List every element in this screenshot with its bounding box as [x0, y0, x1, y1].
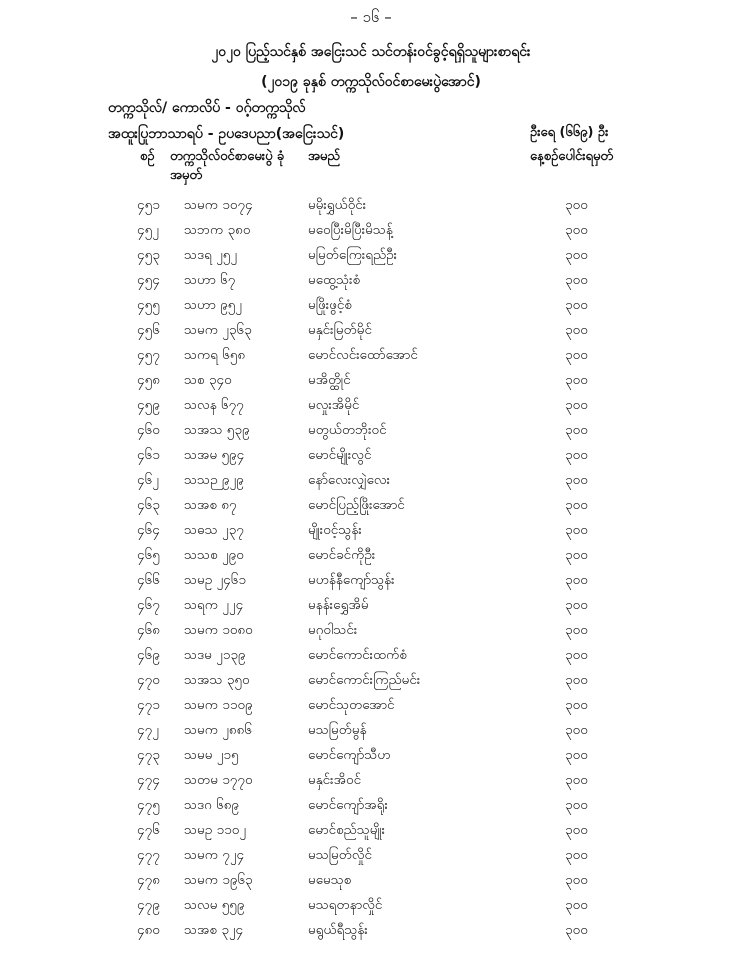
- row-number: ၄၆၉: [137, 647, 160, 663]
- row-number: ၄၅၈: [137, 372, 160, 388]
- table-row: [0, 696, 742, 721]
- table-row: [0, 671, 742, 696]
- table-row: [0, 496, 742, 521]
- table-row: [0, 521, 742, 546]
- student-name: မောင်မျိုးလွင်: [308, 447, 372, 463]
- amount-value: ၃၀၀: [565, 522, 588, 538]
- exam-code: သရက ၂၂၄: [184, 597, 244, 613]
- row-number: ၄၅၃: [137, 247, 160, 263]
- table-row: [0, 871, 742, 896]
- exam-code: သမက ၁၉၆၃: [184, 872, 253, 888]
- exam-code: သကရ ၆၅၈: [184, 347, 246, 363]
- table-row: [0, 371, 742, 396]
- row-number: ၄၆၂: [137, 472, 159, 488]
- exam-code: သဟာ ၆၇: [184, 272, 236, 288]
- amount-value: ၃၀၀: [565, 597, 588, 613]
- exam-code: သမဥ ၁၁၀၂: [184, 822, 246, 838]
- table-row: [0, 321, 742, 346]
- exam-code: သမက ၁၁၀၉: [184, 697, 253, 713]
- amount-value: ၃၀၀: [565, 872, 588, 888]
- column-header-amount: နေ့စဉ်ပေါင်းရမှတ်: [530, 149, 614, 164]
- amount-value: ၃၀၀: [565, 472, 588, 488]
- amount-value: ၃၀၀: [565, 697, 588, 713]
- table-row: [0, 346, 742, 371]
- table-row: [0, 546, 742, 571]
- table-row: [0, 246, 742, 271]
- amount-value: ၃၀၀: [565, 797, 588, 813]
- amount-value: ၃၀၀: [565, 197, 588, 213]
- amount-value: ၃၀၀: [565, 622, 588, 638]
- row-number: ၄၇၈: [137, 872, 160, 888]
- exam-code: သစ ၃၄၀: [184, 372, 232, 388]
- exam-code: သမက ၁၀၇၄: [184, 197, 253, 213]
- table-row: [0, 571, 742, 596]
- student-name: မလှုးအိမိုင်: [308, 397, 360, 413]
- exam-code: သမဥ ၂၄၆၁: [184, 572, 246, 588]
- student-name: မောင်စည်သူမျိုး: [308, 822, 385, 838]
- student-name: မရွယ်ရီသွန်း: [308, 922, 368, 938]
- student-name: မနှင်းအိဝင်: [308, 772, 362, 788]
- table-row: [0, 446, 742, 471]
- amount-value: ၃၀၀: [565, 322, 588, 338]
- row-number: ၄၇၂: [137, 722, 159, 738]
- exam-code: သသစ ၂၉၀: [184, 547, 244, 563]
- exam-code: သမမ ၂၁၅: [184, 747, 239, 763]
- table-row: [0, 196, 742, 221]
- table-row: [0, 746, 742, 771]
- table-row: [0, 621, 742, 646]
- amount-value: ၃၀၀: [565, 722, 588, 738]
- page-number: – ၁၆ –: [350, 8, 392, 26]
- exam-code: သမက ၁၀၈၀: [184, 622, 253, 638]
- exam-code: သမက ၂၃၆၃: [184, 322, 252, 338]
- table-row: [0, 921, 742, 946]
- table-row: [0, 596, 742, 621]
- exam-code: သအသ ၅၃၉: [184, 422, 250, 438]
- exam-code: သဟာ ၉၅၂: [184, 297, 242, 313]
- exam-code: သတမ ၁၇၇၀: [184, 772, 253, 788]
- amount-value: ၃၀၀: [565, 297, 588, 313]
- exam-code: သသဉ ၉၂၉: [184, 472, 244, 488]
- row-number: ၄၇၅: [137, 797, 160, 813]
- row-number: ၄၆၇: [137, 597, 160, 613]
- amount-value: ၃၀၀: [565, 422, 588, 438]
- amount-value: ၃၀၀: [565, 447, 588, 463]
- row-number: ၄၆၃: [137, 497, 160, 513]
- amount-header: ဦးရေ (၆၆၉) ဦး: [530, 125, 609, 140]
- amount-value: ၃၀၀: [565, 247, 588, 263]
- row-number: ၄၆၆: [137, 572, 160, 588]
- amount-value: ၃၀၀: [565, 847, 588, 863]
- row-number: ၄၆၄: [137, 522, 160, 538]
- amount-value: ၃၀၀: [565, 922, 588, 938]
- row-number: ၄၆၅: [137, 547, 160, 563]
- student-name: မောင်ကျော်သီဟ: [308, 747, 391, 763]
- student-name: မမိုးရွှယ်ဝိုင်း: [308, 197, 367, 213]
- amount-value: ၃၀၀: [565, 672, 588, 688]
- row-number: ၄၇၄: [137, 772, 160, 788]
- student-name: မမြတ်ကြေးရည်ဦး: [308, 247, 398, 263]
- amount-value: ၃၀၀: [565, 347, 588, 363]
- student-name: မောင်ကျော်အရိုး: [308, 797, 388, 813]
- university-line: တက္ကသိုလ်/ ကောလိပ် - ဝဂ့်တက္ကသိုလ်: [108, 100, 306, 116]
- row-number: ၄၇၆: [137, 822, 160, 838]
- student-name: မနန်းရွှေအိမ်: [308, 597, 369, 613]
- document-title: ၂၀၂၀ ပြည့်သင်နှစ် အငြေးသင် သင်တန်းဝင်ခွင့်ရရှိသူများစာရင်း: [211, 44, 531, 60]
- student-name: မဟန်နီကျော်သွန်း: [308, 572, 395, 588]
- amount-value: ၃၀၀: [565, 822, 588, 838]
- student-name: မထွေ့သုံးစံ: [308, 272, 361, 288]
- table-row: [0, 721, 742, 746]
- amount-value: ၃၀၀: [565, 372, 588, 388]
- student-name: မျိုးဝင့်သွန်း: [308, 522, 362, 538]
- exam-code: သအသ ၃၅၀: [184, 672, 250, 688]
- table-row: [0, 771, 742, 796]
- table-row: [0, 821, 742, 846]
- amount-value: ၃၀၀: [565, 272, 588, 288]
- student-name: နော်လေးလျှဲလေး: [308, 472, 391, 488]
- student-name: မဂုဝါသင်း: [308, 622, 358, 638]
- table-row: [0, 846, 742, 871]
- table-row: [0, 471, 742, 496]
- column-header-no: စဉ်: [140, 149, 155, 164]
- table-row: [0, 421, 742, 446]
- amount-value: ၃၀၀: [565, 397, 588, 413]
- row-number: ၄၇၉: [137, 897, 160, 913]
- row-number: ၄၅၄: [137, 272, 160, 288]
- row-number: ၄၆၁: [137, 447, 160, 463]
- amount-value: ၃၀၀: [565, 747, 588, 763]
- exam-code: သအစ ၈၇: [184, 497, 237, 513]
- exam-code: သမက ၂၈၈၆: [184, 722, 252, 738]
- exam-code: သအမ ၅၉၄: [184, 447, 245, 463]
- amount-value: ၃၀၀: [565, 497, 588, 513]
- row-number: ၄၆၀: [137, 422, 160, 438]
- table-row: [0, 646, 742, 671]
- row-number: ၄၇၀: [137, 672, 160, 688]
- table-row: [0, 796, 742, 821]
- row-number: ၄၅၉: [137, 397, 160, 413]
- exam-code: သဓသ ၂၃၇: [184, 522, 244, 538]
- table-row: [0, 396, 742, 421]
- student-name: မတွယ်တဘိုးဝင်: [308, 422, 387, 438]
- student-list: [0, 196, 742, 946]
- row-number: ၄၈၀: [137, 922, 160, 938]
- row-number: ၄၅၇: [137, 347, 160, 363]
- row-number: ၄၅၅: [137, 297, 160, 313]
- row-number: ၄၆၈: [137, 622, 160, 638]
- row-number: ၄၅၁: [137, 197, 160, 213]
- row-number: ၄၇၁: [137, 697, 160, 713]
- student-name: မောင်ပြည့်ဖြိုးအောင်: [308, 497, 405, 513]
- table-row: [0, 271, 742, 296]
- table-row: [0, 221, 742, 246]
- student-name: မောင်ခင်ကိုဦး: [308, 547, 376, 563]
- student-name: မောင်သုတအောင်: [308, 697, 395, 713]
- column-header-exam-code: တက္ကသိုလ်ဝင်စာမေးပွဲ ခုံအမှတ်: [170, 149, 285, 183]
- amount-value: ၃၀၀: [565, 897, 588, 913]
- student-name: မောင်ကောင်းကြည်မင်း: [308, 672, 421, 688]
- exam-code: သအစ ၃၂၄: [184, 922, 244, 938]
- exam-code: သမက ၇၂၄: [184, 847, 245, 863]
- column-header-name: အမည်: [308, 149, 340, 164]
- row-number: ၄၇၇: [137, 847, 160, 863]
- exam-code: သဒဂ ၆၈၉: [184, 797, 239, 813]
- amount-value: ၃၀၀: [565, 222, 588, 238]
- exam-code: သလမ ၅၅၉: [184, 897, 245, 913]
- student-name: မသရတနာလှိုင်: [308, 897, 383, 913]
- major-line: အထူးပြုဘာသာရပ် - ဥပဒေပညာ(အငြေးသင်): [108, 126, 345, 142]
- amount-value: ၃၀၀: [565, 547, 588, 563]
- row-number: ၄၇၃: [137, 747, 160, 763]
- student-name: မနှင်းမြတ်မိုင်: [308, 322, 372, 338]
- student-name: မသမြတ်မွန်: [308, 722, 367, 738]
- student-name: မဝေပြီးမိပြီးမိသန့်: [308, 222, 393, 238]
- exam-code: သဒရ ၂၅၂: [184, 247, 237, 263]
- document-subtitle: (၂၀၁၉ ခုနှစ် တက္ကသိုလ်ဝင်စာမေးပွဲအောင်): [261, 74, 481, 90]
- student-name: မောင်ကောင်းထက်စံ: [308, 647, 407, 663]
- student-name: မောင်လင်းထော်အောင်: [308, 347, 418, 363]
- amount-value: ၃၀၀: [565, 772, 588, 788]
- exam-code: သလန ၆၇၇: [184, 397, 244, 413]
- row-number: ၄၅၂: [137, 222, 159, 238]
- table-row: [0, 896, 742, 921]
- student-name: မအိတ္ထိုင်: [308, 372, 351, 388]
- student-name: မသမြတ်လှိုင်: [308, 847, 373, 863]
- student-name: မဖြိုးဖွင့်စံ: [308, 297, 352, 313]
- table-row: [0, 296, 742, 321]
- student-name: မမေသုစ: [308, 872, 352, 888]
- exam-code: သဘက ၃၈၀: [184, 222, 251, 238]
- amount-value: ၃၀၀: [565, 572, 588, 588]
- exam-code: သဒမ ၂၁၃၉: [184, 647, 246, 663]
- amount-value: ၃၀၀: [565, 647, 588, 663]
- row-number: ၄၅၆: [137, 322, 160, 338]
